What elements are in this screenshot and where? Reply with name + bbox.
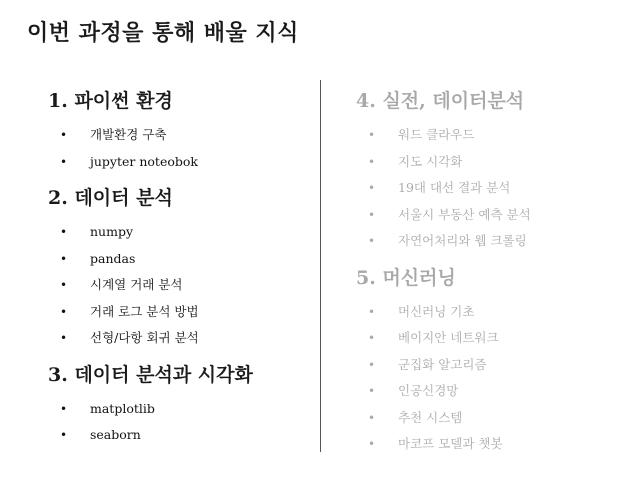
right-column: [356, 88, 626, 468]
bullet-icon: •: [368, 331, 376, 345]
bullet-icon: •: [368, 207, 376, 222]
bullet-icon: •: [368, 384, 376, 398]
list-item-label: 마코프 모델과 챗봇: [398, 436, 503, 451]
bullet-icon: •: [368, 304, 376, 319]
list-item-label: 서울시 부동산 예측 분석: [398, 206, 531, 222]
list-item: [356, 325, 626, 352]
list-item: [356, 228, 626, 255]
bullet-list: [356, 299, 626, 458]
list-item-label: seaborn: [90, 427, 141, 442]
list-item-label: 추천 시스템: [398, 409, 463, 425]
bullet-icon: •: [368, 181, 376, 195]
list-item-label: 시계열 거래 분석: [90, 277, 183, 292]
list-item: [356, 299, 626, 326]
list-item-label: 머신러닝 기초: [398, 303, 475, 319]
list-item: [356, 149, 626, 176]
list-item: [356, 405, 626, 432]
bullet-icon: •: [60, 278, 68, 292]
list-item: [48, 246, 308, 273]
list-item: [356, 431, 626, 458]
bullet-list: [356, 122, 626, 255]
bullet-icon: •: [60, 428, 68, 442]
bullet-list: [48, 396, 308, 449]
column-divider: [320, 80, 321, 452]
section-python-env: [48, 88, 308, 175]
list-item-label: 군집화 알고리즘: [398, 356, 487, 372]
list-item-label: jupyter noteobok: [90, 153, 198, 169]
list-item-label: 19대 대선 결과 분석: [398, 180, 511, 195]
list-item-label: matplotlib: [90, 400, 155, 416]
list-item: [48, 149, 308, 176]
list-item: [48, 122, 308, 149]
section-visualization: [48, 362, 308, 449]
list-item: [356, 352, 626, 379]
slide-title: 이번 과정을 통해 배울 지식: [27, 20, 299, 46]
section-data-analysis: [48, 185, 308, 352]
list-item-label: numpy: [90, 224, 134, 239]
bullet-list: [48, 122, 308, 175]
list-item-label: 지도 시각화: [398, 153, 463, 169]
list-item-label: 베이지안 네트워크: [398, 330, 499, 345]
bullet-icon: •: [368, 437, 376, 451]
list-item: [356, 122, 626, 149]
bullet-icon: •: [60, 154, 68, 169]
bullet-list: [48, 219, 308, 352]
section-title: 1. 파이썬 환경: [48, 90, 173, 112]
section-title: 4. 실전, 데이터분석: [356, 90, 525, 112]
list-item: [48, 325, 308, 352]
bullet-icon: •: [368, 234, 376, 248]
section-title: 3. 데이터 분석과 시각화: [48, 363, 253, 386]
list-item-label: 거래 로그 분석 방법: [90, 303, 199, 319]
bullet-icon: •: [60, 225, 68, 239]
bullet-icon: •: [368, 128, 376, 142]
list-item-label: 워드 클라우드: [398, 127, 475, 142]
list-item-label: pandas: [90, 250, 136, 266]
bullet-icon: •: [368, 357, 376, 372]
list-item: [48, 396, 308, 423]
bullet-icon: •: [368, 154, 376, 169]
list-item: [48, 299, 308, 326]
list-item: [356, 202, 626, 229]
list-item-label: 인공신경망: [398, 383, 459, 398]
list-item: [48, 422, 308, 449]
left-column: [48, 88, 308, 459]
list-item: [356, 378, 626, 405]
section-practical-analysis: [356, 88, 626, 255]
list-item-label: 선형/다항 회귀 분석: [90, 330, 199, 345]
bullet-icon: •: [60, 331, 68, 345]
section-title: 2. 데이터 분석: [48, 187, 173, 209]
bullet-icon: •: [60, 251, 68, 266]
bullet-icon: •: [60, 304, 68, 319]
list-item-label: 개발환경 구축: [90, 127, 167, 142]
section-title: 5. 머신러닝: [356, 266, 456, 289]
list-item-label: 자연어처리와 웹 크롤링: [398, 233, 527, 248]
bullet-icon: •: [368, 410, 376, 425]
list-item: [356, 175, 626, 202]
bullet-icon: •: [60, 401, 68, 416]
list-item: [48, 219, 308, 246]
section-machine-learning: [356, 265, 626, 458]
bullet-icon: •: [60, 128, 68, 142]
list-item: [48, 272, 308, 299]
